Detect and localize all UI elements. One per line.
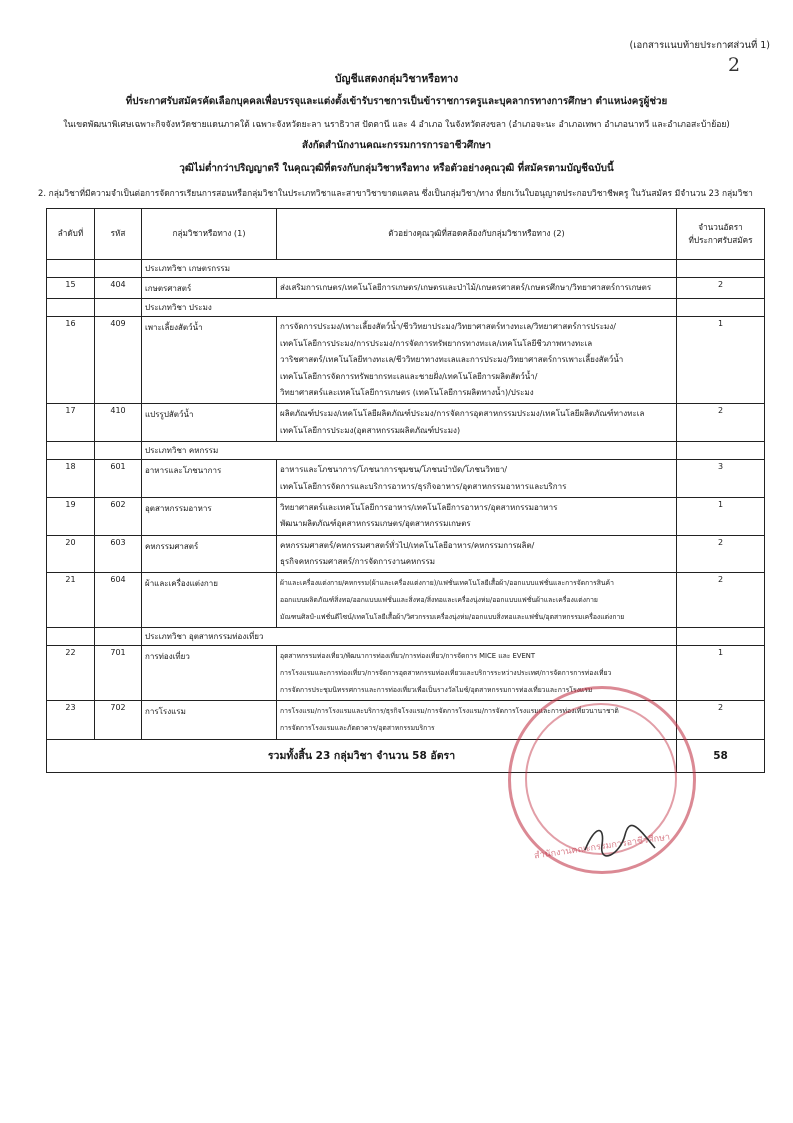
row-code: 701 (95, 646, 142, 701)
header-order: ลำดับที่ (47, 209, 95, 260)
row-order: 15 (47, 278, 95, 299)
document-title: บัญชีแสดงกลุ่มวิชาหรือทาง (334, 73, 459, 85)
row-count: 3 (677, 460, 765, 498)
category-spacer (95, 628, 142, 646)
category-label: ประเภทวิชา ประมง (142, 299, 677, 317)
row-examples (277, 460, 677, 498)
example-line: ธุรกิจคหกรรมศาสตร์/การจัดการงานคหกรรม (280, 557, 436, 567)
category-label: ประเภทวิชา คหกรรม (142, 442, 677, 460)
row-group: ผ้าและเครื่องแต่งกาย (142, 573, 277, 628)
example-line: เทคโนโลยีการจัดการทรัพยากรทะเลและชายฝั่ง/เทคโนโลยีการผลิตสัตว์น้ำ/ (280, 371, 538, 381)
row-order: 18 (47, 460, 95, 498)
row-group: การท่องเที่ยว (142, 646, 277, 701)
example-line: คหกรรมศาสตร์/คหกรรมศาสตร์ทั่วไป/เทคโนโลยีอาหาร/คหกรรมการผลิต/ (280, 540, 535, 550)
row-order: 23 (47, 701, 95, 739)
example-line: ส่งเสริมการเกษตร/เทคโนโลยีการเกษตร/เกษตรและป่าไม้/เกษตรศาสตร์/เกษตรศึกษา/วิทยาศาสตร์การเกษตร (280, 283, 652, 292)
seal-text: สำนักงานคณะกรรมการอาชีวศึกษา (533, 832, 671, 862)
attachment-label: (เอกสารแนบท้ายประกาศส่วนที่ 1) (629, 40, 770, 51)
table-row (47, 460, 765, 498)
section-note: 2. กลุ่มวิชาที่มีความจำเป็นต่อการจัดการเรียนการสอนหรือกลุ่มวิชาในประเภทวิชาและสาขาวิชาขาดแคลน ซึ่งเป็นกลุ่มวิชา/ทาง ที่ยกเว้นใบอนุญาตประกอบวิชาชีพครู ในวันสมัคร มีจำนวน 23 กลุ่มวิชา (38, 188, 753, 198)
table-header-row (47, 209, 765, 260)
row-order: 22 (47, 646, 95, 701)
category-row (47, 442, 765, 460)
table-row (47, 317, 765, 404)
table-row (47, 497, 765, 535)
total-label: รวมทั้งสิ้น 23 กลุ่มวิชา จำนวน 58 อัตรา (47, 739, 677, 772)
example-line: เทคโนโลยีการประมง(อุตสาหกรรมผลิตภัณฑ์ประมง) (280, 425, 461, 435)
category-label: ประเภทวิชา อุตสาหกรรมท่องเที่ยว (142, 628, 677, 646)
row-examples (277, 535, 677, 573)
category-spacer (47, 628, 95, 646)
row-group: คหกรรมศาสตร์ (142, 535, 277, 573)
row-order: 20 (47, 535, 95, 573)
row-code: 409 (95, 317, 142, 404)
row-count: 1 (677, 497, 765, 535)
row-order: 17 (47, 404, 95, 442)
example-line: การโรงแรมและการท่องเที่ยว/การจัดการอุตสาหกรรมท่องเที่ยวและบริการระหว่างประเทศ/การจัดการการท่องเที่ยว (280, 669, 612, 678)
category-row (47, 628, 765, 646)
category-spacer (95, 260, 142, 278)
example-line: อาหารและโภชนาการ/โภชนาการชุมชน/โภชนบำบัด/โภชนวิทยา/ (280, 465, 508, 475)
example-line: การจัดการประชุมนิทรรศการและการท่องเที่ยวเพื่อเป็นรางวัลไมซ์/อุตสาหกรรมการท่องเที่ยวและการโรงแรม (280, 685, 593, 694)
row-group: อาหารและโภชนาการ (142, 460, 277, 498)
row-count: 2 (677, 701, 765, 739)
title-line-4: สังกัดสำนักงานคณะกรรมการการอาชีวศึกษา (301, 140, 491, 151)
category-spacer (47, 299, 95, 317)
example-line: การจัดการประมง/เพาะเลี้ยงสัตว์น้ำ/ชีววิทยาประมง/วิทยาศาสตร์ทางทะเล/วิทยาศาสตร์การประมง/ (280, 322, 616, 332)
row-examples (277, 317, 677, 404)
row-count: 2 (677, 278, 765, 299)
example-line: การโรงแรม/การโรงแรมและบริการ/ธุรกิจโรงแรม/การจัดการโรงแรม/การจัดการโรงแรมและการท่องเที่ยวนานาชาติ (280, 707, 619, 716)
example-line: วิทยาศาสตร์และเทคโนโลยีการอาหาร/เทคโนโลยีการอาหาร/อุตสาหกรรมอาหาร (280, 502, 558, 512)
table-row (47, 701, 765, 739)
row-count: 1 (677, 646, 765, 701)
example-line: ออกแบบผลิตภัณฑ์สิ่งทอ/ออกแบบแฟชั่นและสิ่งทอ/สิ่งทอและเครื่องนุ่งห่ม/ออกแบบแฟชั่นผ้าและเครื่องแต่งกาย (280, 596, 598, 605)
table-row (47, 646, 765, 701)
title-line-3: ในเขตพัฒนาพิเศษเฉพาะกิจจังหวัดชายแดนภาคใต้ เฉพาะจังหวัดยะลา นราธิวาส ปัตตานี และ 4 อำเภอ ในจังหวัดสงขลา (อำเภอจะนะ อำเภอเทพา อำเภอนาทวี และอำเภอสะบ้าย้อย) (63, 120, 730, 130)
example-line: อุตสาหกรรมท่องเที่ยว/พัฒนาการท่องเที่ยว/การท่องเที่ยว/การจัดการ MICE และ EVENT (280, 652, 536, 661)
table-row (47, 404, 765, 442)
table-row (47, 278, 765, 299)
row-code: 602 (95, 497, 142, 535)
row-examples (277, 573, 677, 628)
row-count: 2 (677, 535, 765, 573)
header-code: รหัส (95, 209, 142, 260)
example-line: มัณฑนศิลป์-แฟชั่นดีไซน์/เทคโนโลยีเสื้อผ้า/วิศวกรรมเครื่องนุ่งห่ม/ออกแบบสิ่งทอและแฟชั่น/อุตสาหกรรมเครื่องแต่งกาย (280, 612, 625, 621)
row-group: แปรรูปสัตว์น้ำ (142, 404, 277, 442)
example-line: วิทยาศาสตร์และเทคโนโลยีการเกษตร (เทคโนโลยีการผลิตทางน้ำ)/ประมง (280, 387, 534, 397)
category-label: ประเภทวิชา เกษตรกรรม (142, 260, 677, 278)
title-line-5: วุฒิไม่ต่ำกว่าปริญญาตรี ในคุณวุฒิที่ตรงกับกลุ่มวิชาหรือทาง หรือตัวอย่างคุณวุฒิ ที่สมัครตามบัญชีฉบับนี้ (179, 163, 614, 174)
row-count: 2 (677, 404, 765, 442)
category-spacer (677, 299, 765, 317)
header-count (677, 209, 765, 260)
example-line: เทคโนโลยีการจัดการและบริการอาหาร/ธุรกิจอาหาร/อุตสาหกรรมอาหารและบริการ (280, 481, 567, 491)
example-line: เทคโนโลยีการประมง/การประมง/การจัดการทรัพยากรทางทะเล/เทคโนโลยีชีวภาพทางทะเล (280, 338, 593, 348)
row-code: 404 (95, 278, 142, 299)
header-group: กลุ่มวิชาหรือทาง (1) (142, 209, 277, 260)
row-code: 410 (95, 404, 142, 442)
row-code: 604 (95, 573, 142, 628)
row-code: 601 (95, 460, 142, 498)
category-row (47, 299, 765, 317)
header-count-line2: ที่ประกาศรับสมัคร (688, 235, 753, 245)
row-examples (277, 278, 677, 299)
category-spacer (47, 260, 95, 278)
row-examples (277, 646, 677, 701)
row-examples (277, 404, 677, 442)
title-line-2: ที่ประกาศรับสมัครคัดเลือกบุคคลเพื่อบรรจุและแต่งตั้งเข้ารับราชการเป็นข้าราชการครูและบุคลากรทางการศึกษา ตำแหน่งครูผู้ช่วย (125, 96, 668, 107)
example-line: ผ้าและเครื่องแต่งกาย/คหกรรม(ผ้าและเครื่องแต่งกาย)/แฟชั่นเทคโนโลยีเสื้อผ้า/ออกแบบแฟชั่นและการจัดการสินค้า (280, 579, 614, 588)
category-spacer (677, 442, 765, 460)
row-count: 1 (677, 317, 765, 404)
row-order: 21 (47, 573, 95, 628)
category-spacer (95, 299, 142, 317)
total-count: 58 (677, 739, 765, 772)
category-spacer (677, 628, 765, 646)
table-row (47, 573, 765, 628)
row-group: อุตสาหกรรมอาหาร (142, 497, 277, 535)
row-examples (277, 701, 677, 739)
table-row (47, 535, 765, 573)
example-line: การจัดการโรงแรมและภัตตาคาร/อุตสาหกรรมบริการ (280, 723, 435, 732)
page-number: 2 (728, 54, 741, 76)
row-group: เกษตรศาสตร์ (142, 278, 277, 299)
total-row (47, 739, 765, 772)
example-line: ผลิตภัณฑ์ประมง/เทคโนโลยีผลิตภัณฑ์ประมง/การจัดการอุตสาหกรรมประมง/เทคโนโลยีผลิตภัณฑ์ทางทะเล (280, 409, 645, 419)
row-code: 603 (95, 535, 142, 573)
row-group: เพาะเลี้ยงสัตว์น้ำ (142, 317, 277, 404)
category-spacer (677, 260, 765, 278)
header-example: ตัวอย่างคุณวุฒิที่สอดคล้องกับกลุ่มวิชาหรือทาง (2) (277, 209, 677, 260)
example-line: พัฒนาผลิตภัณฑ์อุตสาหกรรมเกษตร/อุตสาหกรรมเกษตร (280, 519, 471, 529)
row-order: 19 (47, 497, 95, 535)
row-group: การโรงแรม (142, 701, 277, 739)
category-spacer (95, 442, 142, 460)
row-order: 16 (47, 317, 95, 404)
category-spacer (47, 442, 95, 460)
row-count: 2 (677, 573, 765, 628)
category-row (47, 260, 765, 278)
row-examples (277, 497, 677, 535)
example-line: วาริชศาสตร์/เทคโนโลยีทางทะเล/ชีววิทยาทางทะเลและการประมง/วิทยาศาสตร์การเพาะเลี้ยงสัตว์น้ำ (280, 355, 624, 365)
subject-group-table (46, 208, 765, 773)
header-count-line1: จำนวนอัตรา (698, 221, 743, 232)
row-code: 702 (95, 701, 142, 739)
signature (580, 820, 660, 860)
